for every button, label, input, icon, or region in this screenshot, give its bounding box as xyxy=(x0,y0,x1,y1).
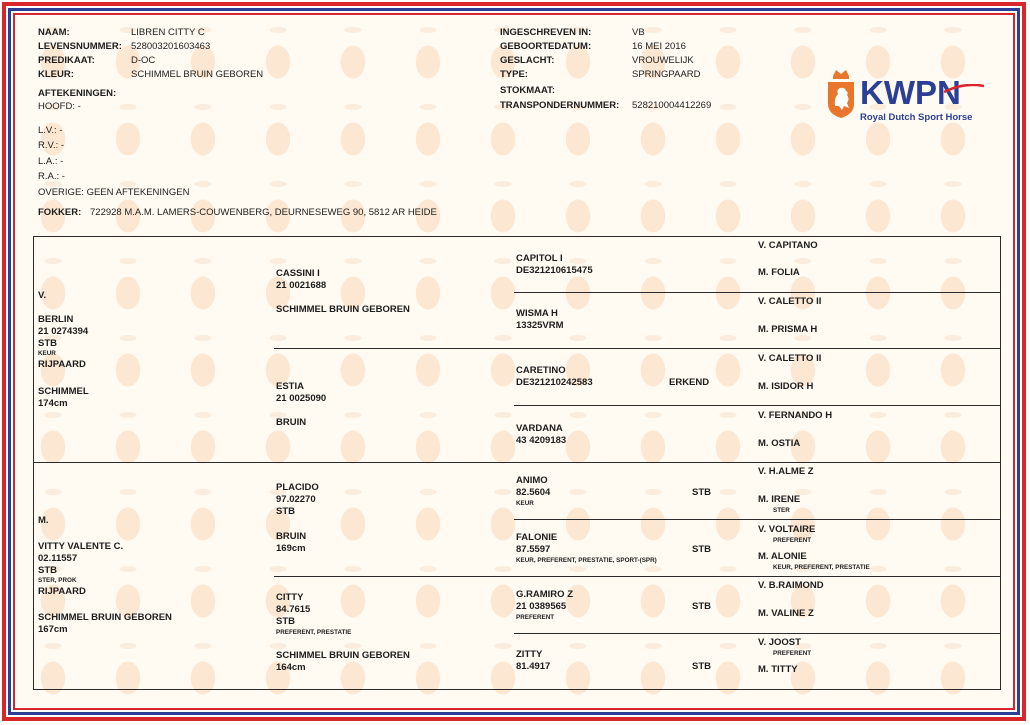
dam-height: 167cm xyxy=(38,624,68,635)
g2-color: BRUIN xyxy=(276,531,307,542)
g4-entry: V. FERNANDO H xyxy=(758,410,833,421)
kleur-label: KLEUR: xyxy=(38,69,74,80)
sire-predicates: KEUR xyxy=(38,350,56,357)
g3-number: 87.5597 xyxy=(516,544,551,555)
dam-color: SCHIMMEL BRUIN GEBOREN xyxy=(38,612,172,623)
g3-name: CAPITOL I xyxy=(516,253,563,264)
g2-number: 84.7615 xyxy=(276,604,311,615)
g4-entry: M. IRENE xyxy=(758,494,801,505)
g3-stb: STB xyxy=(692,601,711,612)
type-label: TYPE: xyxy=(500,69,528,80)
fokker-label: FOKKER: xyxy=(38,207,82,218)
g4-entry: V. JOOST xyxy=(758,637,801,648)
grid-g2-1 xyxy=(274,348,1001,349)
grid-g3-2 xyxy=(514,405,1001,406)
grid-left xyxy=(33,236,34,690)
naam-label: NAAM: xyxy=(38,27,70,38)
g4-predicates: STER xyxy=(773,507,790,514)
g3-name: ZITTY xyxy=(516,649,543,660)
g4-entry: V. VOLTAIRE xyxy=(758,524,816,535)
dam-prefix: M. xyxy=(38,515,49,526)
g3-number: 81.4917 xyxy=(516,661,551,672)
sire-color: SCHIMMEL xyxy=(38,386,89,397)
g3-number: 21 0389565 xyxy=(516,601,567,612)
g4-predicates: KEUR, PREFERENT, PRESTATIE xyxy=(773,564,870,571)
g3-erkend: ERKEND xyxy=(669,377,710,388)
g4-entry: V. CAPITANO xyxy=(758,240,818,251)
sire-name: BERLIN xyxy=(38,314,74,325)
predikaat-value: D-OC xyxy=(131,55,156,66)
g2-height: 164cm xyxy=(276,662,306,673)
g2-name: CASSINI I xyxy=(276,268,320,279)
geboortedatum-label: GEBOORTEDATUM: xyxy=(500,41,592,52)
naam-value: LIBREN CITTY C xyxy=(131,27,205,38)
g3-name: ANIMO xyxy=(516,475,548,486)
kleur-value: SCHIMMEL BRUIN GEBOREN xyxy=(131,69,264,80)
geboortedatum-value: 16 MEI 2016 xyxy=(632,41,686,52)
g2-height: 169cm xyxy=(276,543,306,554)
g4-entry: V. CALETTO II xyxy=(758,353,822,364)
g3-predicates: KEUR, PREFERENT, PRESTATIE, SPORT-(SPR) xyxy=(516,557,657,564)
g4-entry: M. ALONIE xyxy=(758,551,807,562)
levensnummer-label: LEVENSNUMMER: xyxy=(38,41,122,52)
g4-entry: V. CALETTO II xyxy=(758,296,822,307)
transponder-label: TRANSPONDERNUMMER: xyxy=(500,100,620,111)
logo-subtitle: Royal Dutch Sport Horse xyxy=(860,112,973,123)
geslacht-label: GESLACHT: xyxy=(500,55,555,66)
lv-value: L.V.: - xyxy=(38,125,63,136)
grid-bottom xyxy=(33,689,1001,690)
sire-type: RIJPAARD xyxy=(38,359,86,370)
g3-name: VARDANA xyxy=(516,423,563,434)
hoofd-value: HOOFD: - xyxy=(38,101,81,112)
g2-color: SCHIMMEL BRUIN GEBOREN xyxy=(276,304,410,315)
grid-mid xyxy=(33,462,1001,463)
g2-name: PLACIDO xyxy=(276,482,319,493)
g2-stb: STB xyxy=(276,616,295,627)
grid-g2-2 xyxy=(274,576,1001,577)
rv-value: R.V.: - xyxy=(38,140,65,151)
dam-name: VITTY VALENTE C. xyxy=(38,541,124,552)
ingeschreven-label: INGESCHREVEN IN: xyxy=(500,27,592,38)
g3-predicates: PREFERENT xyxy=(516,614,555,621)
g2-predicates: PREFERENT, PRESTATIE xyxy=(276,629,352,636)
grid-g3-4 xyxy=(514,633,1001,634)
g2-name: CITTY xyxy=(276,592,304,603)
grid-right xyxy=(1000,236,1001,690)
g4-entry: M. VALINE Z xyxy=(758,608,814,619)
transponder-value: 528210004412269 xyxy=(632,100,712,111)
aftekeningen-label: AFTEKENINGEN: xyxy=(38,88,117,99)
predikaat-label: PREDIKAAT: xyxy=(38,55,95,66)
g3-name: G.RAMIRO Z xyxy=(516,589,573,600)
la-value: L.A.: - xyxy=(38,156,64,167)
g3-number: DE321210615475 xyxy=(516,265,593,276)
g2-color: SCHIMMEL BRUIN GEBOREN xyxy=(276,650,410,661)
g3-stb: STB xyxy=(692,544,711,555)
sire-stb: STB xyxy=(38,338,57,349)
stokmaat-label: STOKMAAT: xyxy=(500,85,556,96)
g3-name: CARETINO xyxy=(516,365,566,376)
logo-swoosh-icon xyxy=(944,84,984,94)
fokker-value: 722928 M.A.M. LAMERS-COUWENBERG, DEURNESEWEG 90, 5812 AR HEIDE xyxy=(90,207,437,218)
g2-number: 97.02270 xyxy=(276,494,316,505)
grid-g3-1 xyxy=(514,292,1001,293)
overige-value: OVERIGE: GEEN AFTEKENINGEN xyxy=(38,187,190,198)
grid-g3-3 xyxy=(514,519,1001,520)
g2-stb: STB xyxy=(276,506,295,517)
g3-number: 13325VRM xyxy=(516,320,564,331)
g3-number: 82.5604 xyxy=(516,487,551,498)
kwpn-logo xyxy=(826,68,996,128)
g3-number: DE321210242583 xyxy=(516,377,593,388)
g3-name: WISMA H xyxy=(516,308,558,319)
g4-entry: M. FOLIA xyxy=(758,267,800,278)
g3-number: 43 4209183 xyxy=(516,435,567,446)
sire-prefix: V. xyxy=(38,290,47,301)
dam-type: RIJPAARD xyxy=(38,586,86,597)
g4-entry: M. OSTIA xyxy=(758,438,801,449)
g3-stb: STB xyxy=(692,487,711,498)
g4-entry: V. H.ALME Z xyxy=(758,466,814,477)
g2-number: 21 0021688 xyxy=(276,280,327,291)
levensnummer-value: 528003201603463 xyxy=(131,41,211,52)
g3-predicates: KEUR xyxy=(516,500,534,507)
g4-entry: M. TITTY xyxy=(758,664,798,675)
dam-number: 02.11557 xyxy=(38,553,78,564)
g2-name: ESTIA xyxy=(276,381,304,392)
g4-entry: M. PRISMA H xyxy=(758,324,818,335)
sire-number: 21 0274394 xyxy=(38,326,89,337)
g3-name: FALONIE xyxy=(516,532,558,543)
logo-wordmark: KWPN xyxy=(860,74,961,111)
g3-stb: STB xyxy=(692,661,711,672)
ra-value: R.A.: - xyxy=(38,171,65,182)
g4-entry: V. B.RAIMOND xyxy=(758,580,824,591)
lion-crest-icon xyxy=(826,68,856,120)
g2-number: 21 0025090 xyxy=(276,393,327,404)
g4-predicates: PREFERENT xyxy=(773,537,812,544)
grid-top xyxy=(33,236,1001,237)
geslacht-value: VROUWELIJK xyxy=(632,55,694,66)
dam-predicates: STER, PROK xyxy=(38,577,77,584)
ingeschreven-value: VB xyxy=(632,27,645,38)
g4-entry: M. ISIDOR H xyxy=(758,381,814,392)
sire-height: 174cm xyxy=(38,398,68,409)
g4-predicates: PREFERENT xyxy=(773,650,812,657)
type-value: SPRINGPAARD xyxy=(632,69,701,80)
dam-stb: STB xyxy=(38,565,57,576)
g2-color: BRUIN xyxy=(276,417,307,428)
